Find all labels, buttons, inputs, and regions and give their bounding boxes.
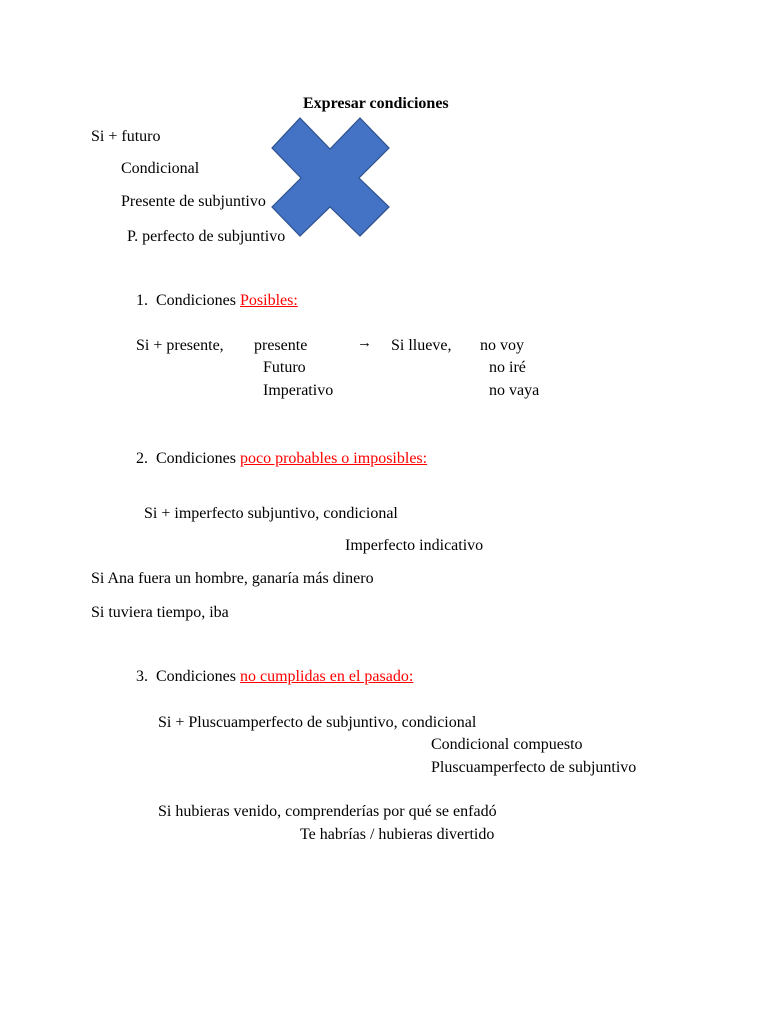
section1-option-futuro: Futuro: [263, 359, 306, 376]
section2-formula: Si + imperfecto subjuntivo, condicional: [144, 505, 398, 522]
section1-example-si: Si llueve,: [391, 337, 452, 354]
intro-item-perfecto-subjuntivo: P. perfecto de subjuntivo: [127, 228, 286, 245]
section2-alt: Imperfecto indicativo: [345, 537, 484, 554]
section1-heading: [136, 293, 298, 309]
section1-example-no-ire: no iré: [489, 359, 526, 376]
section2-example-1: Si Ana fuera un hombre, ganaría más dinero: [91, 570, 374, 587]
section3-number: 3.: [136, 668, 148, 685]
section3-example-alt: Te habrías / hubieras divertido: [300, 826, 495, 843]
section3-heading: [136, 669, 413, 685]
intro-item-presente-subjuntivo: Presente de subjuntivo: [121, 193, 266, 210]
section1-example-no-vaya: no vaya: [489, 382, 540, 399]
arrow-right-icon: →: [357, 335, 372, 351]
section3-alt-2: Pluscuamperfecto de subjuntivo: [431, 759, 637, 776]
section1-highlight: Posibles:: [240, 292, 298, 309]
section1-option-presente: presente: [254, 337, 308, 354]
section1-label: Condiciones: [156, 292, 236, 309]
section1-example-no-voy: no voy: [480, 337, 524, 354]
section3-alt-1: Condicional compuesto: [431, 736, 583, 753]
section3-example: Si hubieras venido, comprenderías por qué se enfadó: [158, 803, 497, 820]
section1-option-imperativo: Imperativo: [263, 382, 334, 399]
section3-label: Condiciones: [156, 668, 236, 685]
intro-heading: Si + futuro: [91, 128, 161, 145]
x-mark-icon: [271, 117, 390, 237]
section2-label: Condiciones: [156, 450, 236, 467]
section1-formula-si: Si + presente,: [136, 337, 224, 354]
section2-number: 2.: [136, 450, 148, 467]
section3-formula: Si + Pluscuamperfecto de subjuntivo, condicional: [158, 714, 477, 731]
section2-highlight: poco probables o imposibles:: [240, 450, 428, 467]
intro-item-condicional: Condicional: [121, 160, 200, 177]
page-title: Expresar condiciones: [303, 95, 449, 112]
section2-example-2: Si tuviera tiempo, iba: [91, 604, 229, 621]
section2-heading: [136, 451, 427, 467]
section1-number: 1.: [136, 292, 148, 309]
section3-highlight: no cumplidas en el pasado:: [240, 668, 414, 685]
